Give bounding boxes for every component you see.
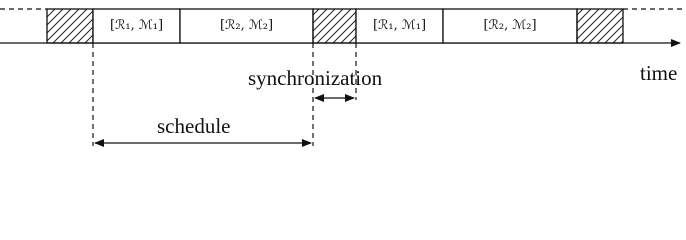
sync-slot-box [47, 9, 93, 43]
task-slot [443, 9, 577, 43]
synchronization-label: synchronization [248, 66, 383, 90]
sync-slot [47, 9, 93, 43]
task-slot-label: [ℛ₂, ℳ₂] [483, 18, 537, 33]
sync-slot-box [313, 9, 356, 43]
sync-slot [313, 9, 356, 43]
sync-slot-box [577, 9, 623, 43]
task-slot-label: [ℛ₁, ℳ₁] [372, 18, 427, 33]
time-axis-label: time [640, 61, 678, 85]
schedule-label: schedule [157, 114, 231, 138]
sync-slot [577, 9, 623, 43]
task-slot [356, 9, 443, 43]
slot-row [47, 9, 623, 43]
task-slot [93, 9, 180, 43]
task-slot-label: [ℛ₁, ℳ₁] [109, 18, 164, 33]
task-slot-label: [ℛ₂, ℳ₂] [219, 18, 274, 33]
task-slot [180, 9, 313, 43]
